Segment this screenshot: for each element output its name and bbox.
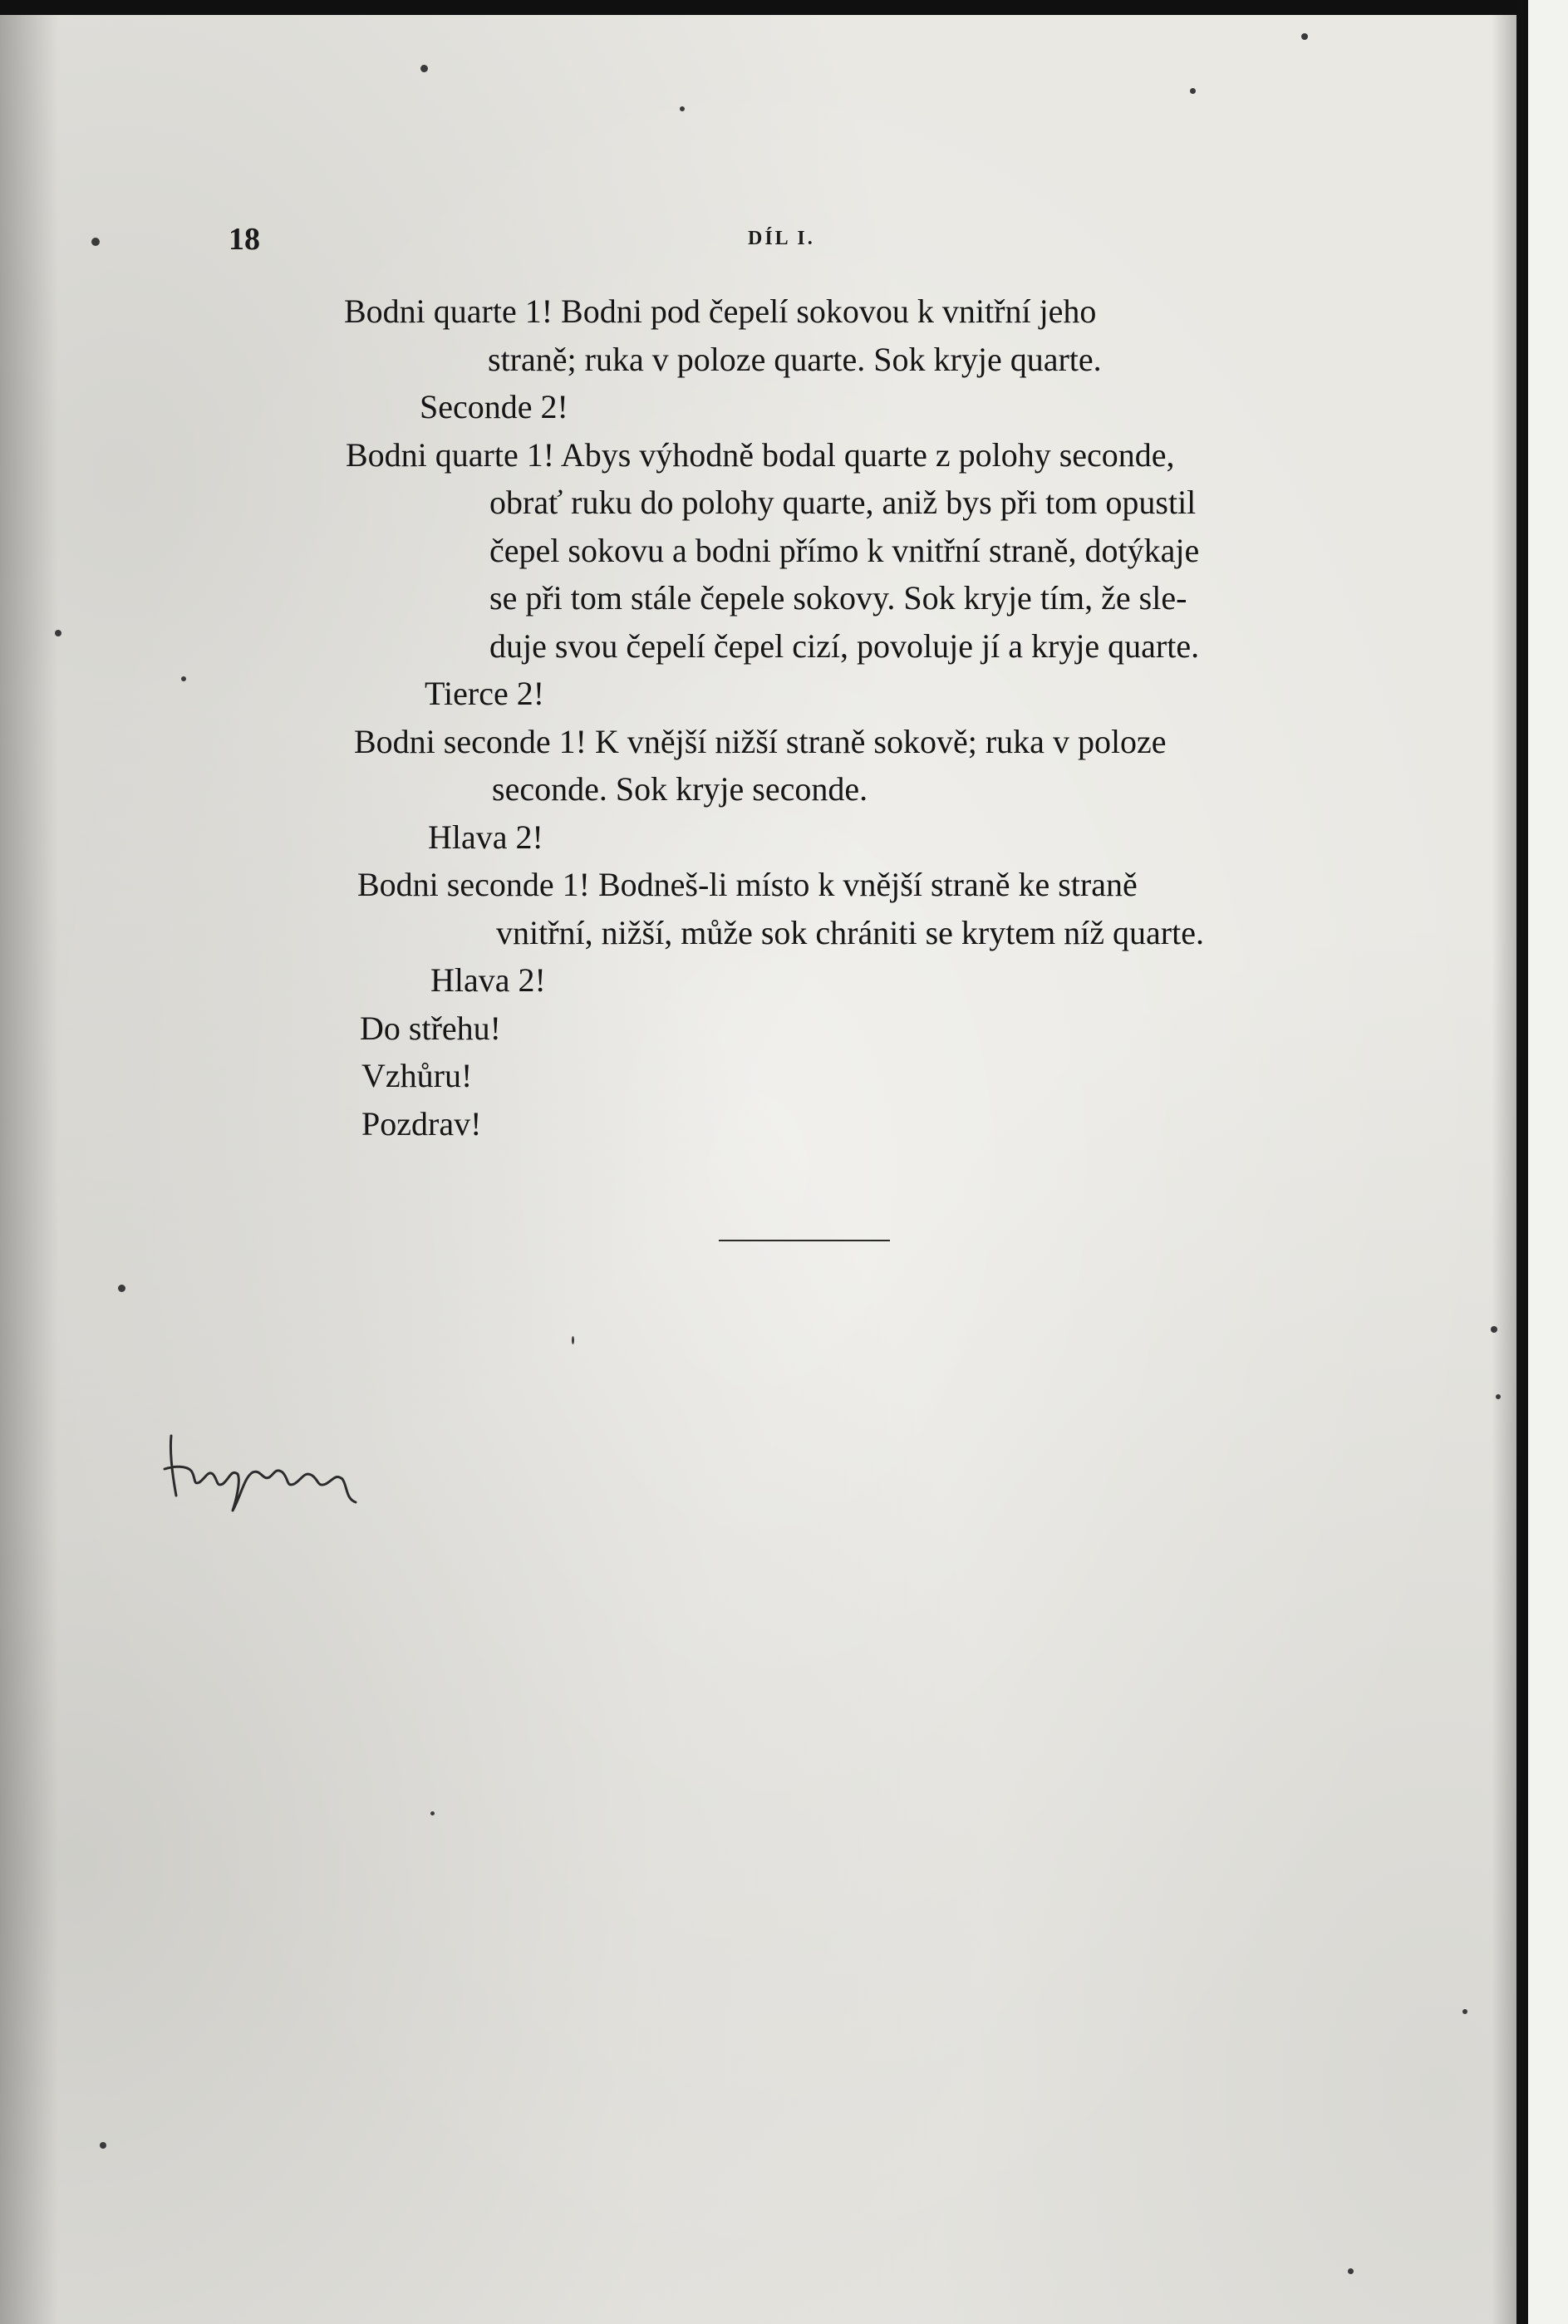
paper-speck (118, 1285, 125, 1292)
page-number: 18 (229, 222, 260, 257)
text-line: Hlava 2! (428, 818, 543, 856)
text-line: Bodni seconde 1! K vnější nižší straně sokově; ruka v poloze (354, 722, 1167, 760)
text-line: Tierce 2! (425, 675, 545, 712)
text-line: seconde. Sok kryje seconde. (492, 770, 868, 808)
paper-speck (1301, 33, 1308, 40)
part-title: DÍL I. (748, 228, 815, 249)
book-page (0, 15, 1516, 2324)
text-line: Pozdrav! (361, 1104, 482, 1142)
paper-speck (181, 676, 186, 681)
text-line: Bodni seconde 1! Bodneš-li místo k vnější straně ke straně (357, 866, 1138, 903)
text-line: straně; ruka v poloze quarte. Sok kryje quarte. (488, 340, 1102, 378)
text-line: Seconde 2! (420, 388, 568, 425)
text-line: Vzhůru! (361, 1057, 473, 1094)
text-line: obrať ruku do polohy quarte, aniž bys při tom opustil (489, 484, 1197, 521)
paper-speck (1496, 1394, 1501, 1399)
paper-speck (100, 2142, 106, 2149)
text-line: duje svou čepelí čepel cizí, povoluje jí a kryje quarte. (489, 626, 1200, 665)
scan-top-border (0, 0, 1568, 15)
paper-speck (430, 1811, 435, 1815)
text-line: čepel sokovu a bodni přímo k vnitřní straně, dotýkaje (489, 531, 1200, 569)
page-shadow-right (1492, 15, 1516, 2324)
scan-right-margin (1516, 0, 1568, 2324)
paper-speck (1348, 2268, 1354, 2274)
text-line: Do střehu! (360, 1009, 501, 1047)
paper-speck (1190, 88, 1196, 94)
text-line: Bodni quarte 1! Abys výhodně bodal quarte z polohy seconde, (346, 435, 1175, 474)
running-header (0, 221, 1516, 263)
paper-speck (1462, 2009, 1467, 2014)
text-line: vnitřní, nižší, může sok chrániti se krytem níž quarte. (496, 913, 1204, 951)
text-line: se při tom stále čepele sokovy. Sok kryje tím, že sle- (489, 579, 1187, 617)
handwritten-signature (158, 1419, 374, 1527)
paper-speck (55, 630, 61, 636)
paper-speck (1491, 1326, 1497, 1333)
paper-speck (572, 1336, 574, 1344)
text-line: Bodni quarte 1! Bodni pod čepelí sokovou k vnitřní jeho (344, 292, 1097, 330)
section-end-rule (719, 1240, 890, 1241)
paper-speck (420, 65, 428, 72)
paper-speck (680, 106, 685, 111)
text-line: Hlava 2! (430, 961, 546, 999)
page-shadow-left (0, 15, 58, 2324)
